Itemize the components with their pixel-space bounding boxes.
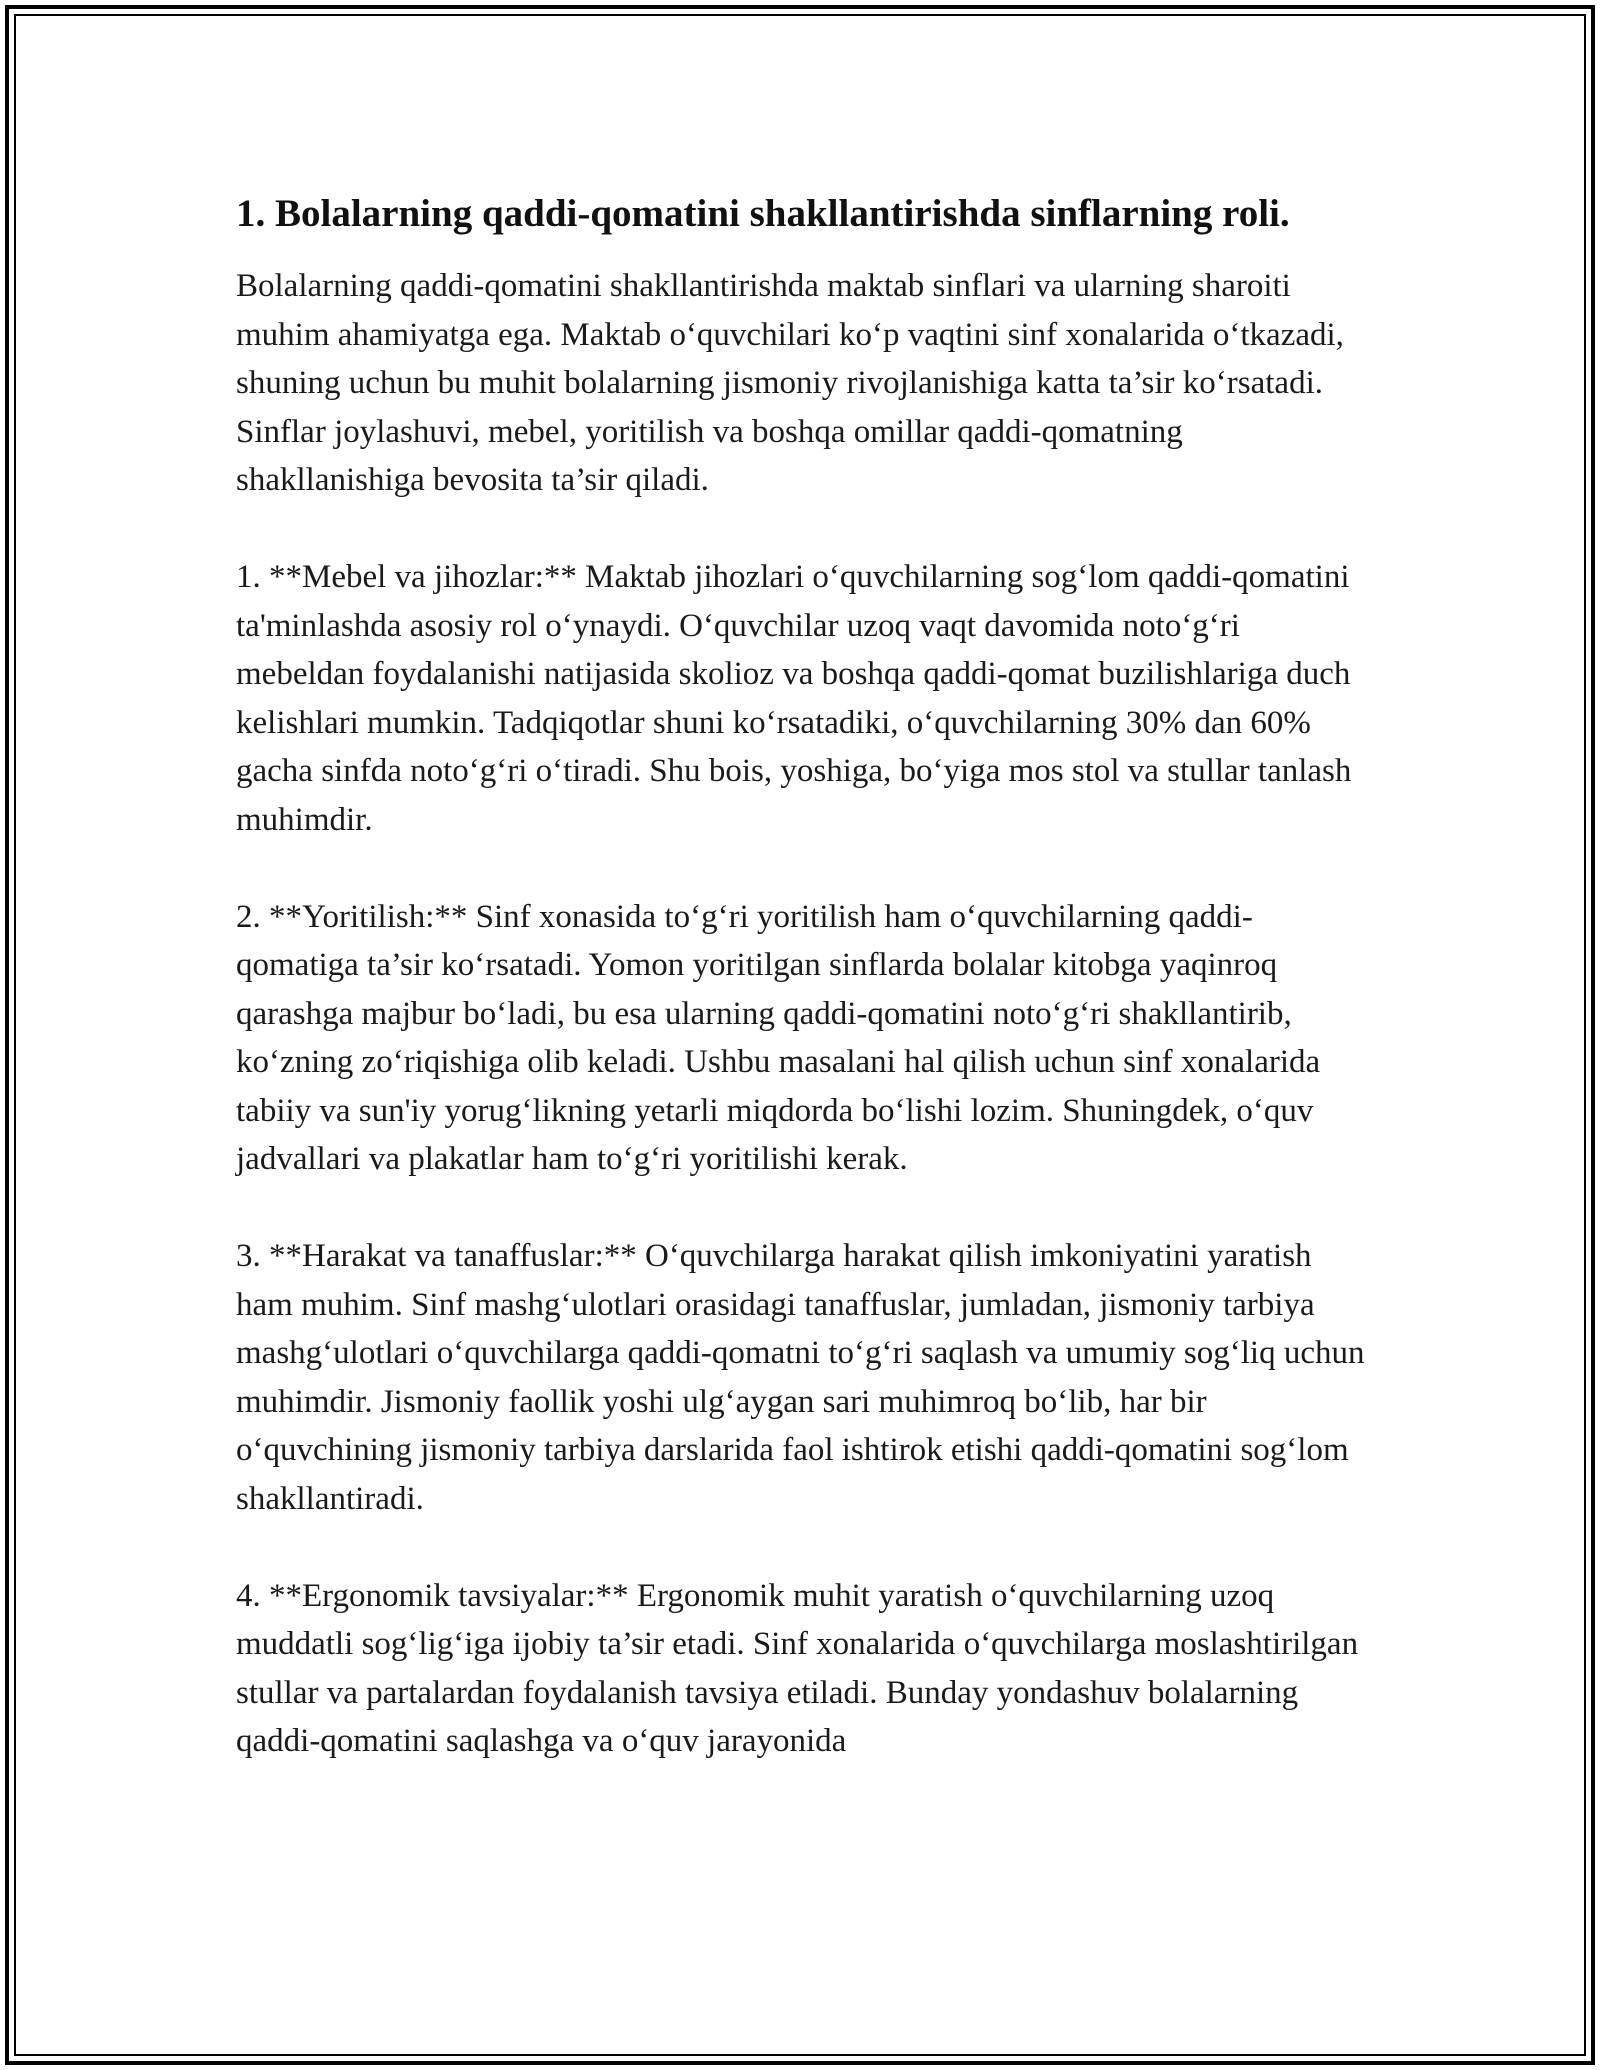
paragraph-lighting: 2. **Yoritilish:** Sinf xonasida to‘g‘ri yoritilish ham o‘quvchilarning qaddi-qomatiga ta’sir ko‘rsatadi. Yomon yoritilgan sinflarda bolalar kitobga yaqinroq qarashga majbur bo‘ladi, bu esa ularning qaddi-qomatini noto‘g‘ri shakllantirib, ko‘zning zo‘riqishiga olib keladi. Ushbu masalani hal qilish uchun sinf xonalarida tabiiy va sun'iy yorug‘likning yetarli miqdorda bo‘lishi lozim. Shuningdek, o‘quv jadvallari va plakatlar ham to‘g‘ri yoritilishi kerak. — [236, 898, 1321, 1177]
paragraph-ergonomics: 4. **Ergonomik tavsiyalar:** Ergonomik muhit yaratish o‘quvchilarning uzoq muddatli sog‘lig‘iga ijobiy ta’sir etadi. Sinf xonalarida o‘quvchilarga moslashtirilgan stullar va partalardan foydalanish tavsiya etiladi. Bunday yondashuv bolalarning qaddi-qomatini saqlashga va o‘quv jarayonida — [236, 1577, 1359, 1759]
section-title: 1. Bolalarning qaddi-qomatini shakllantirishda sinflarning roli. — [236, 192, 1290, 235]
paragraph-movement-breaks: 3. **Harakat va tanaffuslar:** O‘quvchilarga harakat qilish imkoniyatini yaratish ham muhim. Sinf mashg‘ulotlari orasidagi tanaffuslar, jumladan, jismoniy tarbiya mashg‘ulotlari o‘quvchilarga qaddi-qomatni to‘g‘ri saqlash va umumiy sog‘liq uchun muhimdir. Jismoniy faollik yoshi ulg‘aygan sari muhimroq bo‘lib, har bir o‘quvchining jismoniy tarbiya darslarida faol ishtirok etishi qaddi-qomatini sog‘lom shakllantiradi. — [236, 1238, 1365, 1517]
intro-paragraph: Bolalarning qaddi-qomatini shakllantirishda maktab sinflari va ularning sharoiti muhim ahamiyatga ega. Maktab o‘quvchilari ko‘p vaqtini sinf xonalarida o‘tkazadi, shuning uchun bu muhit bolalarning jismoniy rivojlanishiga katta ta’sir ko‘rsatadi. Sinflar joylashuvi, mebel, yoritilish va boshqa omillar qaddi-qomatning shakllanishiga bevosita ta’sir qiladi. — [236, 268, 1344, 498]
paragraph-furniture: 1. **Mebel va jihozlar:** Maktab jihozlari o‘quvchilarning sog‘lom qaddi-qomatini ta'minlashda asosiy rol o‘ynaydi. O‘quvchilar uzoq vaqt davomida noto‘g‘ri mebeldan foydalanishi natijasida skolioz va boshqa qaddi-qomat buzilishlariga duch kelishlari mumkin. Tadqiqotlar shuni ko‘rsatadiki, o‘quvchilarning 30% dan 60% gacha sinfda noto‘g‘ri o‘tiradi. Shu bois, yoshiga, bo‘yiga mos stol va stullar tanlash muhimdir. — [236, 559, 1352, 838]
document-body — [236, 186, 1366, 1814]
